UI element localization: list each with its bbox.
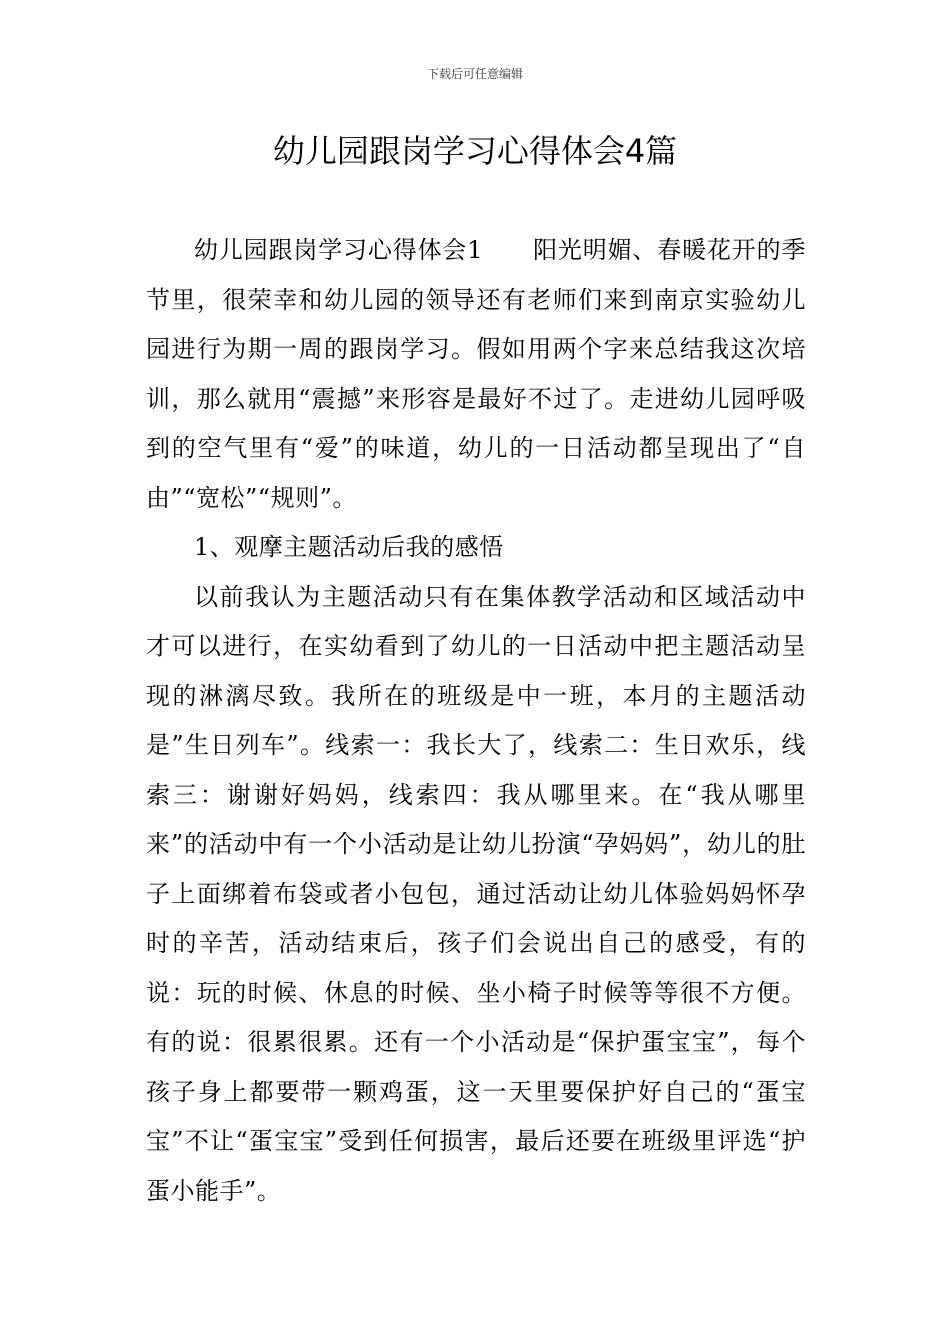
paragraph-section-heading: 1、观摩主题活动后我的感悟: [194, 533, 504, 561]
page-header-note: 下载后可任意编辑: [426, 67, 523, 81]
document-title: 幼儿园跟岗学习心得体会4篇: [272, 132, 678, 170]
document-body: [146, 226, 806, 1216]
paragraph-intro: 幼儿园跟岗学习心得体会1 阳光明媚、春暖花开的季节里，很荣幸和幼儿园的领导还有老师们来到南京实验幼儿园进行为期一周的跟岗学习。假如用两个字来总结我这次培训，那么就用“震撼”来形容是最好不过了。走进幼儿园呼吸到的空气里有“爱”的味道，幼儿的一日活动都呈现出了“自由”“宽松”“规则”。: [146, 236, 806, 512]
paragraph-theme-activity: 以前我认为主题活动只有在集体教学活动和区域活动中才可以进行，在实幼看到了幼儿的一日活动中把主题活动呈现的淋漓尽致。我所在的班级是中一班，本月的主题活动是”生日列车”。线索一：我长大了，线索二：生日欢乐，线索三：谢谢好妈妈，线索四：我从哪里来。在“我从哪里来”的活动中有一个小活动是让幼儿扮演“孕妈妈”，幼儿的肚子上面绑着布袋或者小包包，通过活动让幼儿体验妈妈怀孕时的辛苦，活动结束后，孩子们会说出自己的感受，有的说：玩的时候、休息的时候、坐小椅子时候等等很不方便。有的说：很累很累。还有一个小活动是“保护蛋宝宝”，每个孩子身上都要带一颗鸡蛋，这一天里要保护好自己的“蛋宝宝”不让“蛋宝宝”受到任何损害，最后还要在班级里评选“护蛋小能手”。: [146, 582, 806, 1205]
